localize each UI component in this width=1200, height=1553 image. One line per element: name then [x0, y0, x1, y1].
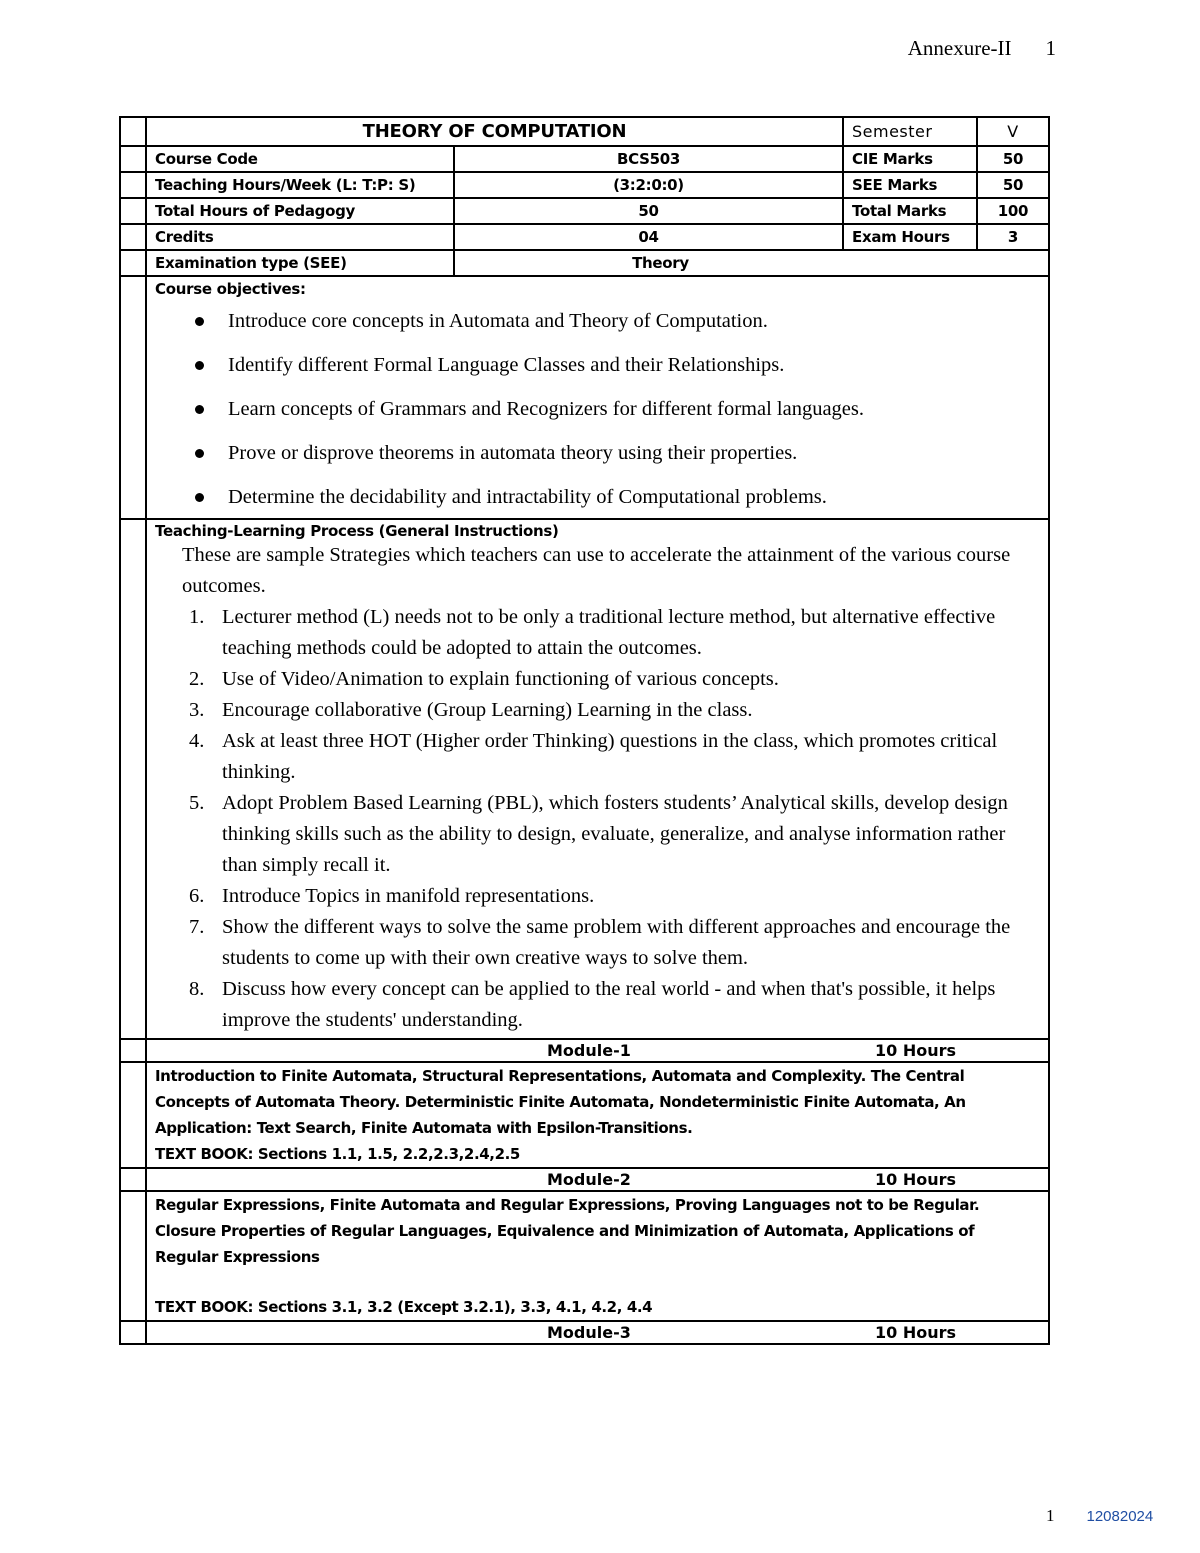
- exam-type-value: Theory: [454, 250, 1049, 276]
- module-header-row: [120, 1321, 1049, 1344]
- list-item: 1. Lecturer method (L) needs not to be only a traditional lecture method, but alternative effective teaching methods could be adopted to attain the outcomes.: [189, 606, 996, 659]
- module-header-row: [120, 1168, 1049, 1191]
- tlp-item-text: Ask at least three HOT (Higher order Thinking) questions in the class, which promotes critical thinking.: [222, 730, 998, 783]
- module-topics: Regular Expressions, Finite Automata and Regular Expressions, Proving Languages not to be Regular. Closure Properties of Regular Languages, Equivalence and Minimization of Automata, Applications of Regular Expressions: [155, 1196, 980, 1266]
- objectives-row: [120, 276, 1049, 519]
- info-label: Credits: [146, 224, 454, 250]
- syllabus-table: [119, 116, 1050, 1345]
- semester-value: V: [977, 117, 1049, 146]
- tlp-heading: Teaching-Learning Process (General Instructions): [155, 522, 559, 540]
- marks-label: Total Marks: [843, 198, 977, 224]
- module-hours: 10 Hours: [875, 1041, 957, 1060]
- module-topics: Introduction to Finite Automata, Structural Representations, Automata and Complexity. The Central Concepts of Automata Theory. Deterministic Finite Automata, Nondeterministic Finite Automata, An Application: Text Search, Finite Automata with Epsilon-Transitions.: [155, 1067, 966, 1137]
- list-item: 5. Adopt Problem Based Learning (PBL), which fosters students’ Analytical skills, develop design thinking skills such as the ability to design, evaluate, generalize, and analyse information rather than simply recall it.: [189, 792, 1008, 876]
- semester-label: Semester: [843, 117, 977, 146]
- list-item: 2. Use of Video/Animation to explain functioning of various concepts.: [189, 668, 779, 690]
- bullet-icon: [195, 449, 204, 458]
- module-hours: 10 Hours: [875, 1170, 957, 1189]
- list-item: [195, 438, 1040, 482]
- tlp-item-text: Introduce Topics in manifold representations.: [222, 885, 595, 907]
- info-row: [120, 146, 1049, 172]
- side-cell: [120, 1191, 146, 1321]
- tlp-item-text: Show the different ways to solve the same problem with different approaches and encourage the students to come up with their own creative ways to solve them.: [222, 916, 1011, 969]
- side-cell: [120, 198, 146, 224]
- info-label: Teaching Hours/Week (L: T:P: S): [146, 172, 454, 198]
- side-cell: [120, 1168, 146, 1191]
- info-row: [120, 172, 1049, 198]
- course-title: THEORY OF COMPUTATION: [146, 117, 843, 146]
- info-label: Course Code: [146, 146, 454, 172]
- objective-text: Introduce core concepts in Automata and Theory of Computation.: [228, 310, 768, 332]
- footer-code: 12082024: [1086, 1508, 1154, 1525]
- tlp-item-text: Lecturer method (L) needs not to be only a traditional lecture method, but alternative effective teaching methods could be adopted to attain the outcomes.: [222, 606, 996, 659]
- marks-value: 3: [977, 224, 1049, 250]
- tlp-item-text: Encourage collaborative (Group Learning) Learning in the class.: [222, 699, 753, 721]
- objectives-cell: [146, 276, 1049, 519]
- side-cell: [120, 224, 146, 250]
- side-cell: [120, 1062, 146, 1168]
- info-value: 04: [454, 224, 843, 250]
- side-cell: [120, 172, 146, 198]
- header-page-number: 1: [1045, 36, 1056, 60]
- tlp-list: [155, 602, 1040, 1038]
- list-item: 3. Encourage collaborative (Group Learning) Learning in the class.: [189, 699, 753, 721]
- marks-label: Exam Hours: [843, 224, 977, 250]
- marks-value: 100: [977, 198, 1049, 224]
- info-value: (3:2:0:0): [454, 172, 843, 198]
- list-item: 7. Show the different ways to solve the same problem with different approaches and encourage the students to come up with their own creative ways to solve them.: [189, 916, 1011, 969]
- objectives-list: [155, 306, 1040, 514]
- marks-value: 50: [977, 146, 1049, 172]
- annexure-label: Annexure-II: [907, 36, 1012, 60]
- module-title: Module-3: [547, 1323, 631, 1342]
- list-item: 8. Discuss how every concept can be applied to the real world - and when that's possible, it helps improve the students' understanding.: [189, 978, 996, 1031]
- marks-value: 50: [977, 172, 1049, 198]
- exam-type-row: [120, 250, 1049, 276]
- side-cell: [120, 146, 146, 172]
- info-row: [120, 224, 1049, 250]
- module-textbook: TEXT BOOK: Sections 1.1, 1.5, 2.2,2.3,2.4,2.5: [155, 1145, 520, 1163]
- module-header-row: [120, 1039, 1049, 1062]
- tlp-cell: [146, 519, 1049, 1039]
- module-content: [146, 1191, 1049, 1321]
- marks-label: CIE Marks: [843, 146, 977, 172]
- objective-text: Learn concepts of Grammars and Recognizers for different formal languages.: [228, 398, 865, 420]
- list-item: [195, 394, 1040, 438]
- list-item: [195, 350, 1040, 394]
- title-row: [120, 117, 1049, 146]
- info-label: Total Hours of Pedagogy: [146, 198, 454, 224]
- page-footer: [1046, 1506, 1153, 1526]
- list-item: [195, 482, 1040, 514]
- objective-text: Identify different Formal Language Classes and their Relationships.: [228, 354, 785, 376]
- tlp-item-text: Use of Video/Animation to explain functioning of various concepts.: [222, 668, 779, 690]
- list-item: [195, 306, 1040, 350]
- exam-type-label: Examination type (SEE): [146, 250, 454, 276]
- module-content: [146, 1062, 1049, 1168]
- list-item: 4. Ask at least three HOT (Higher order Thinking) questions in the class, which promotes critical thinking.: [189, 730, 998, 783]
- side-cell: [120, 1039, 146, 1062]
- tlp-item-text: Discuss how every concept can be applied to the real world - and when that's possible, it helps improve the students' understanding.: [222, 978, 996, 1031]
- objective-text: Determine the decidability and intractability of Computational problems.: [228, 486, 827, 508]
- bullet-icon: [195, 405, 204, 414]
- bullet-icon: [195, 317, 204, 326]
- info-row: [120, 198, 1049, 224]
- module-title: Module-2: [547, 1170, 631, 1189]
- side-cell: [120, 276, 146, 519]
- side-cell: [120, 250, 146, 276]
- tlp-intro: These are sample Strategies which teachers can use to accelerate the attainment of the various course outcomes.: [182, 544, 1011, 597]
- info-value: BCS503: [454, 146, 843, 172]
- marks-label: SEE Marks: [843, 172, 977, 198]
- module-title: Module-1: [547, 1041, 631, 1060]
- module-content-row: [120, 1191, 1049, 1321]
- module-hours: 10 Hours: [875, 1323, 957, 1342]
- bullet-icon: [195, 361, 204, 370]
- tlp-item-text: Adopt Problem Based Learning (PBL), which fosters students’ Analytical skills, develop design thinking skills such as the ability to design, evaluate, generalize, and analyse information rather than simply recall it.: [222, 792, 1008, 876]
- list-item: 6. Introduce Topics in manifold representations.: [189, 885, 595, 907]
- footer-page-number: 1: [1046, 1506, 1055, 1525]
- module-content-row: [120, 1062, 1049, 1168]
- bullet-icon: [195, 493, 204, 502]
- objectives-heading: Course objectives:: [155, 280, 306, 298]
- tlp-row: [120, 519, 1049, 1039]
- info-value: 50: [454, 198, 843, 224]
- side-cell: [120, 1321, 146, 1344]
- side-cell: [120, 519, 146, 1039]
- module-textbook: TEXT BOOK: Sections 3.1, 3.2 (Except 3.2.1), 3.3, 4.1, 4.2, 4.4: [155, 1298, 653, 1316]
- objective-text: Prove or disprove theorems in automata theory using their properties.: [228, 442, 798, 464]
- page-header: [908, 36, 1056, 61]
- side-cell: [120, 117, 146, 146]
